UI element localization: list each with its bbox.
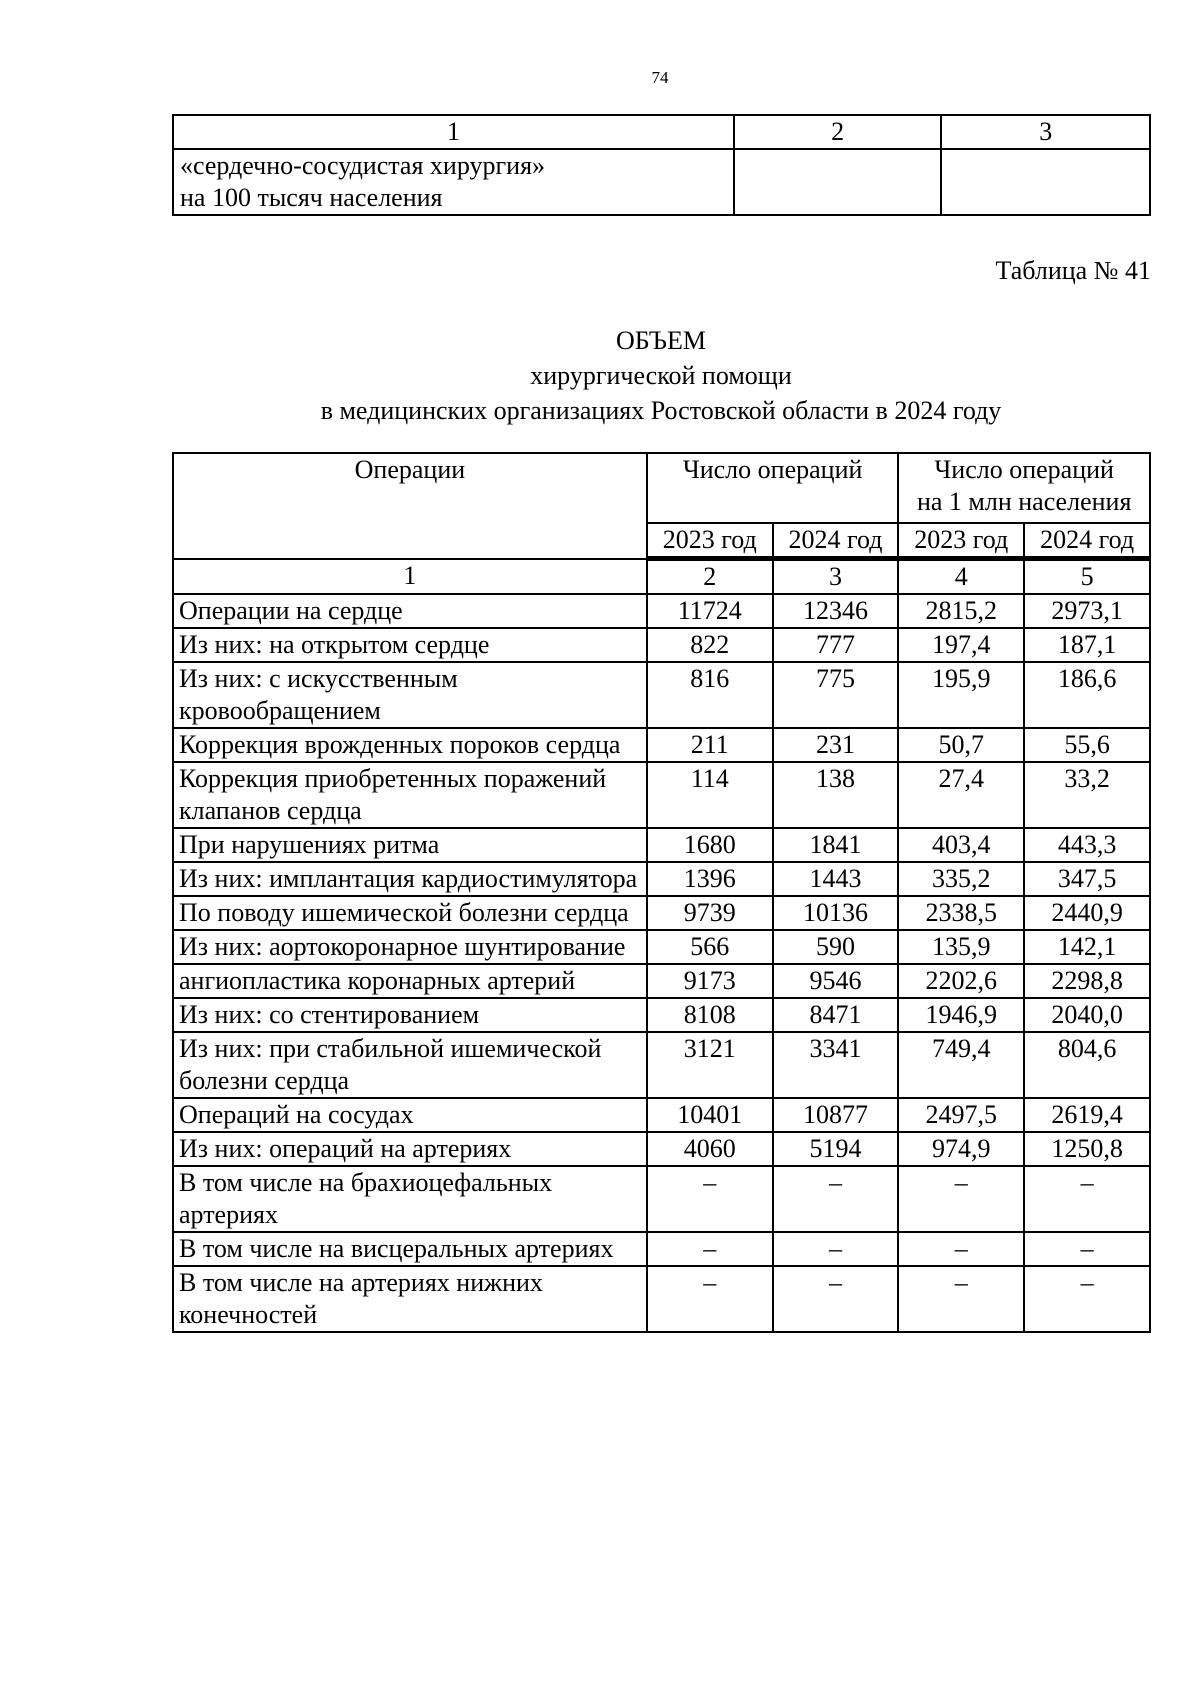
value-cell: 1946,9 — [898, 998, 1024, 1032]
value-cell: 816 — [647, 662, 773, 728]
table-row — [173, 662, 1150, 728]
value-cell: 443,3 — [1024, 828, 1150, 862]
value-cell: 33,2 — [1024, 762, 1150, 828]
value-cell: 3121 — [647, 1032, 773, 1098]
value-cell: 403,4 — [898, 828, 1024, 862]
row-label: В том числе на висцеральных артериях — [173, 1232, 647, 1266]
column-number: 4 — [898, 559, 1024, 595]
value-cell: 138 — [773, 762, 899, 828]
row-label: Из них: со стентированием — [173, 998, 647, 1032]
column-number: 2 — [734, 115, 942, 149]
row-label: Из них: с искусственным кровообращением — [173, 662, 647, 728]
value-cell: 5194 — [773, 1132, 899, 1166]
table-row — [173, 1266, 1150, 1332]
value-cell: 231 — [773, 728, 899, 762]
value-cell: 749,4 — [898, 1032, 1024, 1098]
table-row — [173, 930, 1150, 964]
table-cell — [941, 149, 1150, 215]
value-cell: 9173 — [647, 964, 773, 998]
row-label: При нарушениях ритма — [173, 828, 647, 862]
value-cell: 2040,0 — [1024, 998, 1150, 1032]
value-cell: 974,9 — [898, 1132, 1024, 1166]
row-label: Из них: при стабильной ишемической болезни сердца — [173, 1032, 647, 1098]
value-cell: – — [773, 1266, 899, 1332]
table-row — [173, 149, 1150, 215]
value-cell: 566 — [647, 930, 773, 964]
value-cell: 777 — [773, 628, 899, 662]
value-cell: 142,1 — [1024, 930, 1150, 964]
value-cell: 135,9 — [898, 930, 1024, 964]
column-number: 3 — [773, 559, 899, 595]
table-title — [0, 323, 1200, 428]
table-row — [173, 862, 1150, 896]
header-row — [173, 453, 1150, 523]
value-cell: 11724 — [647, 594, 773, 628]
row-label: Из них: аортокоронарное шунтирование — [173, 930, 647, 964]
table-row — [173, 1232, 1150, 1266]
value-cell: – — [898, 1266, 1024, 1332]
value-cell: – — [1024, 1266, 1150, 1332]
column-number: 1 — [173, 559, 647, 595]
row-label: Коррекция врожденных пороков сердца — [173, 728, 647, 762]
table-row — [173, 998, 1150, 1032]
header-year: 2024 год — [1024, 523, 1150, 559]
value-cell: 2973,1 — [1024, 594, 1150, 628]
value-cell: 10136 — [773, 896, 899, 930]
value-cell: 2497,5 — [898, 1098, 1024, 1132]
value-cell: 1250,8 — [1024, 1132, 1150, 1166]
value-cell: 2202,6 — [898, 964, 1024, 998]
value-cell: 9739 — [647, 896, 773, 930]
value-cell: 12346 — [773, 594, 899, 628]
value-cell: 2619,4 — [1024, 1098, 1150, 1132]
value-cell: 195,9 — [898, 662, 1024, 728]
value-cell: 55,6 — [1024, 728, 1150, 762]
value-cell: 114 — [647, 762, 773, 828]
surgery-volume-table — [172, 452, 1151, 1333]
row-label — [173, 149, 734, 215]
value-cell: 2298,8 — [1024, 964, 1150, 998]
value-cell: – — [773, 1232, 899, 1266]
value-cell: 10877 — [773, 1098, 899, 1132]
page-number: 74 — [651, 68, 669, 87]
value-cell: 3341 — [773, 1032, 899, 1098]
header-operations: Операции — [173, 453, 647, 559]
table-row — [173, 1132, 1150, 1166]
row-label: Из них: операций на артериях — [173, 1132, 647, 1166]
column-number: 2 — [647, 559, 773, 595]
table-row — [173, 1098, 1150, 1132]
table-body — [173, 594, 1150, 1332]
table-row — [173, 1032, 1150, 1098]
value-cell: – — [773, 1166, 899, 1232]
row-label: В том числе на брахиоцефальных артериях — [173, 1166, 647, 1232]
value-cell: 8471 — [773, 998, 899, 1032]
title-line: хирургической помощи — [530, 361, 792, 390]
title-line: ОБЪЕМ — [615, 326, 707, 355]
header-year: 2023 год — [647, 523, 773, 559]
value-cell: 10401 — [647, 1098, 773, 1132]
row-label: Из них: на открытом сердце — [173, 628, 647, 662]
value-cell: 1680 — [647, 828, 773, 862]
column-number: 5 — [1024, 559, 1150, 595]
table-row — [173, 828, 1150, 862]
header-per-million — [898, 453, 1150, 523]
column-number: 1 — [173, 115, 734, 149]
value-cell: – — [1024, 1166, 1150, 1232]
column-number: 3 — [941, 115, 1150, 149]
continued-table — [172, 114, 1151, 216]
table-row — [173, 896, 1150, 930]
row-label: ангиопластика коронарных артерий — [173, 964, 647, 998]
value-cell: 197,4 — [898, 628, 1024, 662]
row-label: Операций на сосудах — [173, 1098, 647, 1132]
row-label-line: «сердечно-сосудистая хирургия» — [180, 151, 546, 180]
value-cell: – — [647, 1166, 773, 1232]
value-cell: 187,1 — [1024, 628, 1150, 662]
table-number: Таблица № 41 — [995, 256, 1151, 285]
value-cell: 2815,2 — [898, 594, 1024, 628]
value-cell: 590 — [773, 930, 899, 964]
value-cell: 1841 — [773, 828, 899, 862]
table-row — [173, 628, 1150, 662]
value-cell: 211 — [647, 728, 773, 762]
title-line: в медицинских организациях Ростовской области в 2024 году — [320, 396, 1002, 425]
value-cell: 9546 — [773, 964, 899, 998]
value-cell: 186,6 — [1024, 662, 1150, 728]
table-row — [173, 594, 1150, 628]
value-cell: – — [647, 1266, 773, 1332]
row-label-line: на 100 тысяч населения — [180, 183, 443, 212]
header-line: на 1 млн населения — [916, 487, 1132, 516]
row-label: Коррекция приобретенных поражений клапанов сердца — [173, 762, 647, 828]
table-row — [173, 1166, 1150, 1232]
value-cell: 50,7 — [898, 728, 1024, 762]
column-number-row — [173, 115, 1150, 149]
value-cell: 335,2 — [898, 862, 1024, 896]
row-label: По поводу ишемической болезни сердца — [173, 896, 647, 930]
column-number-row — [173, 559, 1150, 595]
value-cell: 1443 — [773, 862, 899, 896]
row-label: В том числе на артериях нижних конечностей — [173, 1266, 647, 1332]
header-line: Число операций — [934, 455, 1114, 484]
value-cell: – — [1024, 1232, 1150, 1266]
header-year: 2024 год — [773, 523, 899, 559]
value-cell: – — [898, 1232, 1024, 1266]
row-label: Операции на сердце — [173, 594, 647, 628]
value-cell: 27,4 — [898, 762, 1024, 828]
value-cell: 775 — [773, 662, 899, 728]
value-cell: – — [647, 1232, 773, 1266]
table-cell — [734, 149, 942, 215]
value-cell: 4060 — [647, 1132, 773, 1166]
table-row — [173, 964, 1150, 998]
value-cell: 822 — [647, 628, 773, 662]
row-label: Из них: имплантация кардиостимулятора — [173, 862, 647, 896]
header-count: Число операций — [647, 453, 899, 523]
value-cell: 1396 — [647, 862, 773, 896]
value-cell: 347,5 — [1024, 862, 1150, 896]
table-row — [173, 728, 1150, 762]
value-cell: – — [898, 1166, 1024, 1232]
value-cell: 8108 — [647, 998, 773, 1032]
table-row — [173, 762, 1150, 828]
value-cell: 804,6 — [1024, 1032, 1150, 1098]
value-cell: 2338,5 — [898, 896, 1024, 930]
header-year: 2023 год — [898, 523, 1024, 559]
value-cell: 2440,9 — [1024, 896, 1150, 930]
